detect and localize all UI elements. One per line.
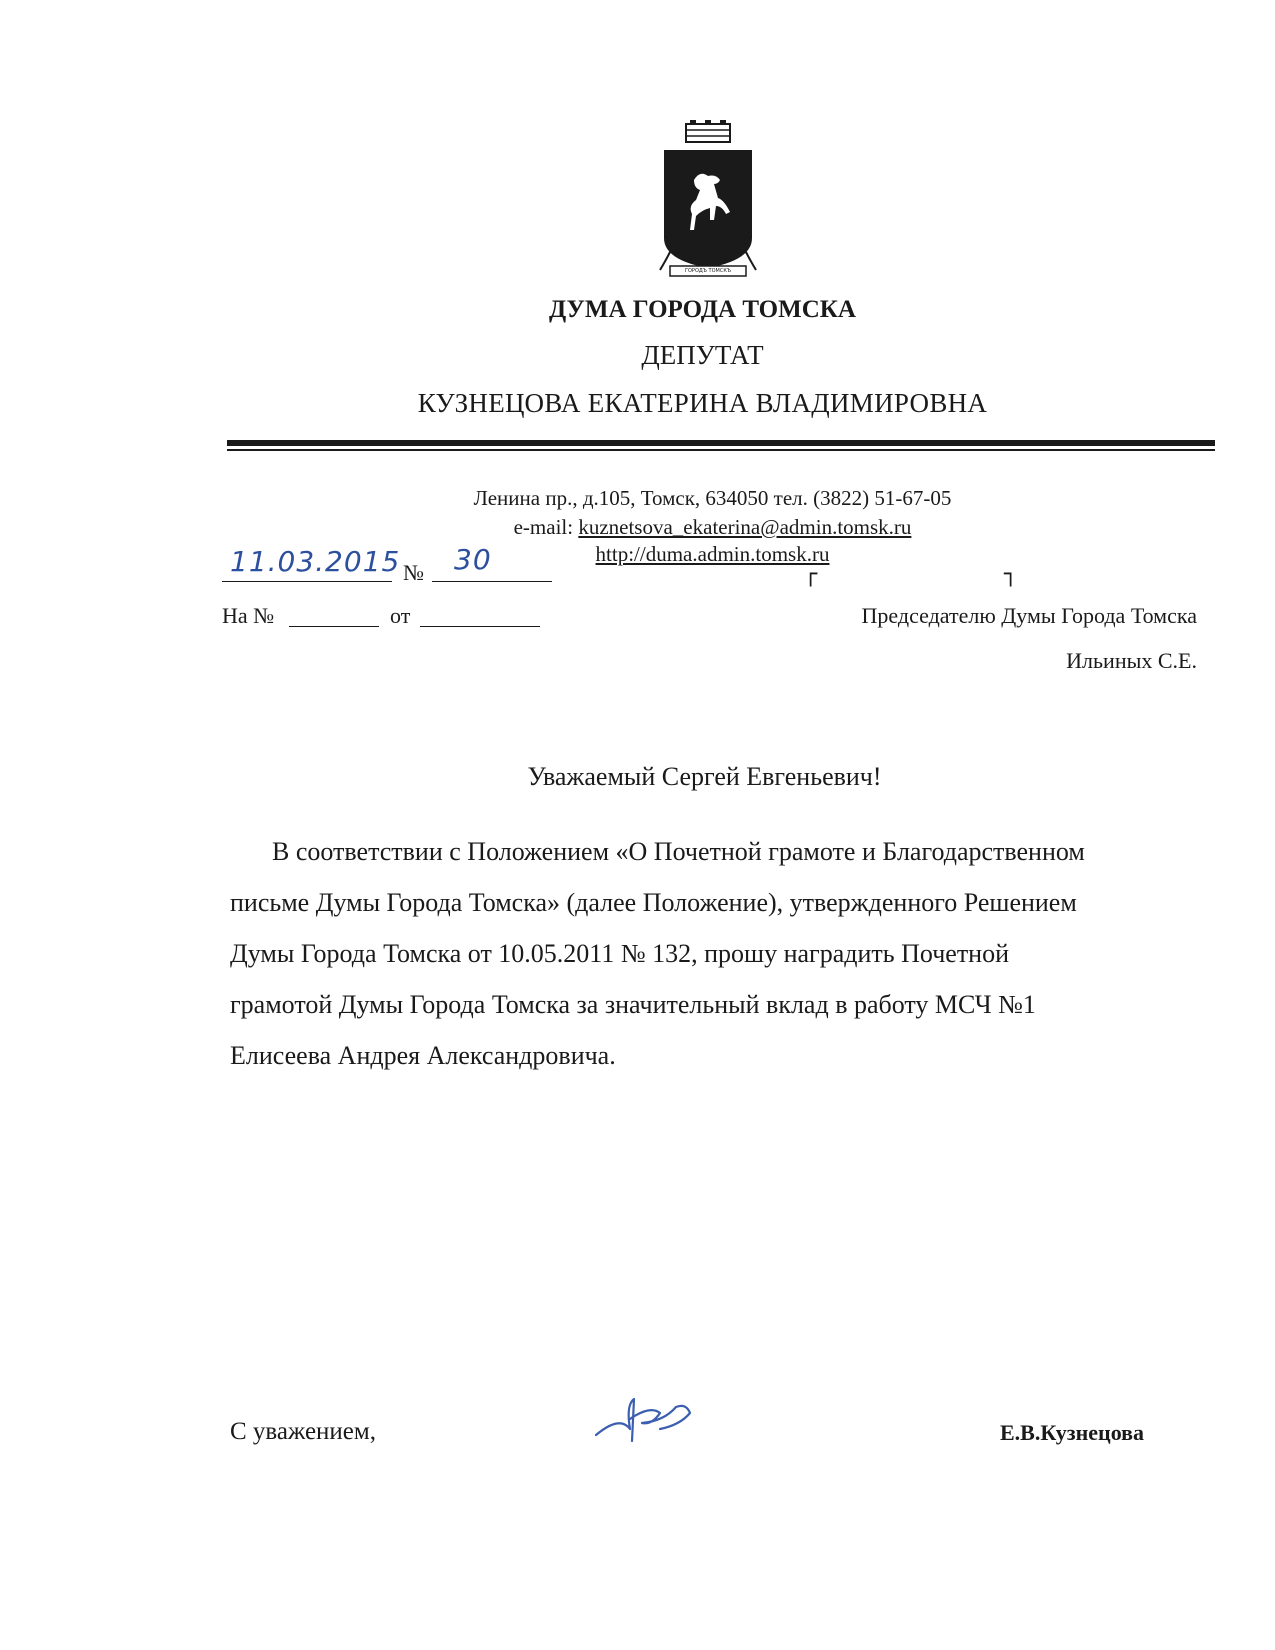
organization-title: ДУМА ГОРОДА ТОМСКА — [549, 296, 856, 323]
tomsk-coat-of-arms-icon — [656, 120, 760, 284]
email-line — [0, 515, 1275, 540]
website-link[interactable]: http://duma.admin.tomsk.ru — [595, 542, 830, 566]
body-line: грамотой Думы Города Томска за значительный вклад в работу МСЧ №1 — [230, 990, 1036, 1019]
body-line: В соответствии с Положением «О Почетной грамоте и Благодарственном — [272, 837, 1085, 866]
deputy-role: ДЕПУТАТ — [641, 340, 764, 370]
date-field — [222, 545, 401, 582]
signer-name: Е.В.Кузнецова — [1000, 1420, 1145, 1445]
address-phone: Ленина пр., д.105, Томск, 634050 тел. (3822) 51-67-05 — [473, 486, 952, 510]
number-handwritten: 30 — [454, 543, 492, 576]
greeting: Уважаемый Сергей Евгеньевич! — [527, 762, 882, 791]
addressee-line2: Ильиных С.Е. — [1066, 648, 1197, 673]
header-divider-thin — [227, 449, 1215, 451]
header-divider — [227, 440, 1215, 446]
addressee-bracket-right: ┐ — [1004, 562, 1018, 587]
email-label: e-mail: — [513, 515, 579, 539]
emblem-ribbon-text: ГОРОДЪ ТОМСКЪ — [684, 268, 732, 274]
ref-label: На № — [222, 603, 275, 628]
number-label: № — [403, 560, 424, 585]
date-handwritten: 11.03.2015 — [230, 545, 401, 578]
email-link[interactable]: kuznetsova_ekaterina@admin.tomsk.ru — [578, 515, 912, 539]
body-line: письме Думы Города Томска» (далее Положение), утвержденного Решением — [230, 888, 1077, 917]
closing-regards: С уважением, — [230, 1418, 376, 1445]
handwritten-signature-icon — [590, 1395, 700, 1445]
deputy-name: КУЗНЕЦОВА ЕКАТЕРИНА ВЛАДИМИРОВНА — [417, 388, 988, 418]
addressee-line1: Председателю Думы Города Томска — [861, 603, 1197, 628]
body-line: Думы Города Томска от 10.05.2011 № 132, прошу наградить Почетной — [230, 939, 1010, 968]
website-line — [0, 542, 1275, 567]
ref-number-field — [289, 598, 379, 627]
body-line: Елисеева Андрея Александровича. — [230, 1041, 616, 1070]
number-field — [432, 543, 552, 582]
addressee-bracket-left: ┌ — [804, 562, 818, 587]
from-label: от — [390, 603, 411, 628]
ref-date-field — [420, 598, 540, 627]
letter-body — [230, 826, 1215, 1081]
